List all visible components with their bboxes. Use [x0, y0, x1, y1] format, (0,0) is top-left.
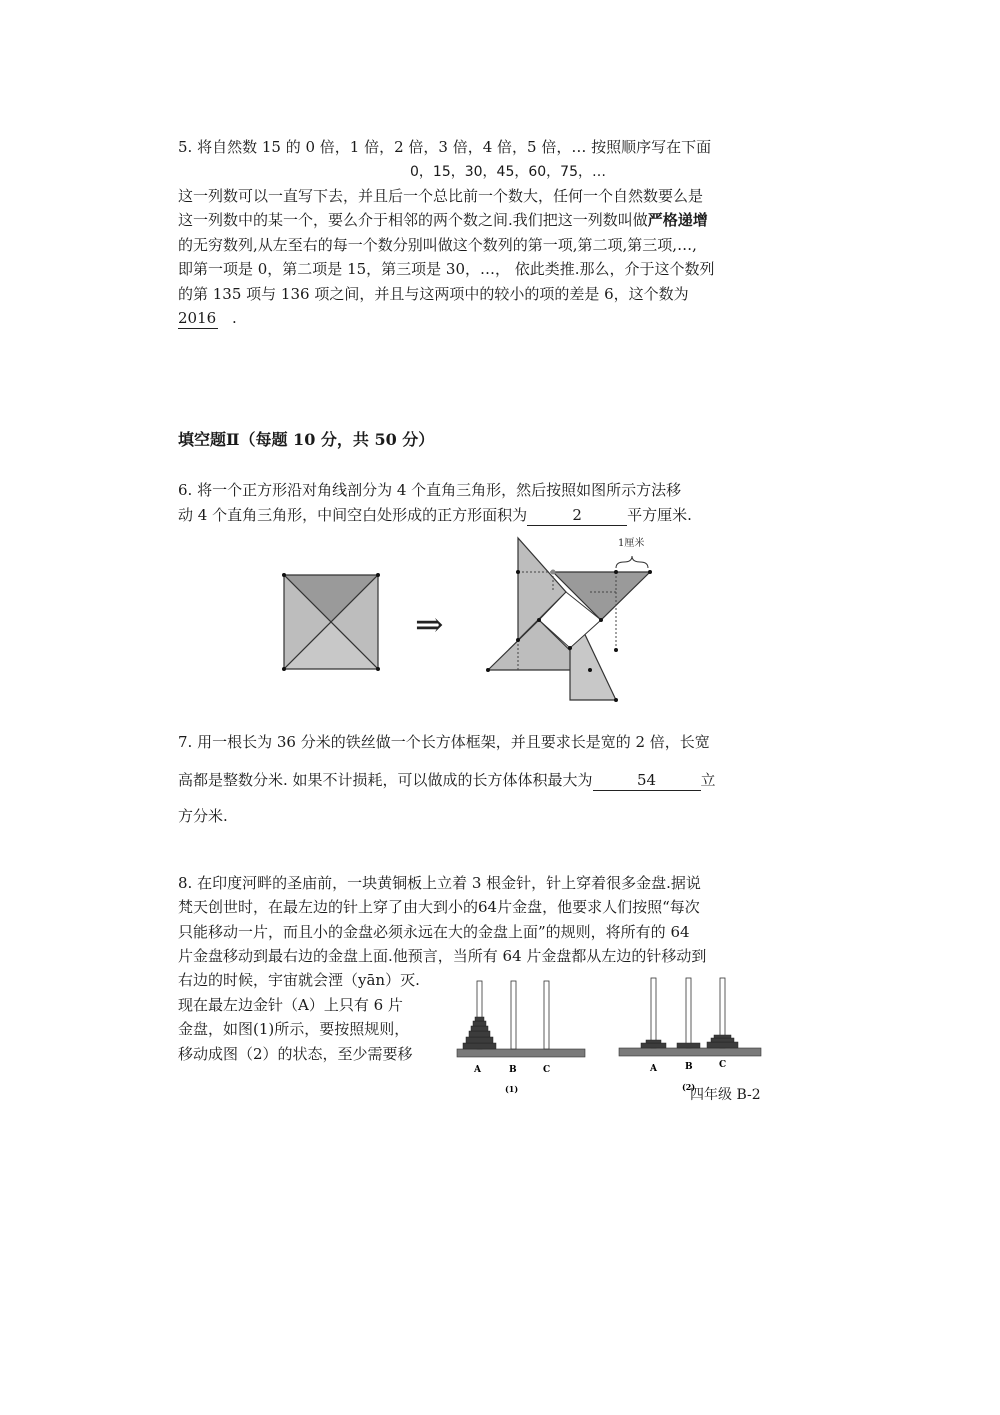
- q8-line-3: 只能移动一片，而且小的金盘必须永远在大的金盘上面”的规则，将所有的 64: [178, 923, 690, 941]
- fig1-peg-a-label: A: [474, 1065, 481, 1075]
- q5-tail: .: [232, 309, 237, 327]
- q7-line-1: 7. 用一根长为 36 分米的铁丝做一个长方体框架，并且要求长是宽的 2 倍，长宽: [178, 733, 710, 751]
- q5-answer: 2016: [178, 309, 217, 327]
- section-title: 填空题Ⅱ（每题 10 分，共 50 分）: [178, 430, 435, 449]
- footer-page-label: 四年级 B-2: [690, 1087, 761, 1103]
- q5-line-4: [178, 210, 708, 230]
- q5-line-1: 5. 将自然数 15 的 0 倍，1 倍，2 倍，3 倍，4 倍，5 倍，… 按照顺序写在下面: [178, 138, 712, 156]
- q6-answer: 2: [527, 505, 627, 526]
- fig1-peg-b-label: B: [509, 1065, 517, 1075]
- q6-line-1: 6. 将一个正方形沿对角线剖分为 4 个直角三角形，然后按照如图所示方法移: [178, 481, 682, 499]
- q5-line-5: 的无穷数列,从左至右的每一个数分别叫做这个数列的第一项,第二项,第三项,…,: [178, 236, 697, 254]
- q7-unit-a: 立: [700, 771, 716, 789]
- q8-line-7: 金盘，如图(1)所示，要按照规则，: [178, 1020, 410, 1038]
- fig1-peg-c-label: C: [543, 1065, 551, 1075]
- q5-line-4-text: 这一列数中的某一个，要么介于相邻的两个数之间.我们把这一列数叫做: [178, 211, 648, 229]
- fig1-caption: (1): [505, 1084, 519, 1094]
- q7-line-3: 方分米.: [178, 807, 228, 825]
- q8-line-8: 移动成图（2）的状态，至少需要移: [178, 1045, 413, 1063]
- q7-answer: 54: [593, 770, 701, 791]
- hanoi-figure-1: [455, 975, 590, 1100]
- q7-line-2-text: 高都是整数分米. 如果不计损耗，可以做成的长方体体积最大为: [178, 771, 593, 789]
- q8-line-4: 片金盘移动到最右边的金盘上面.他预言，当所有 64 片金盘都从左边的针移动到: [178, 947, 707, 965]
- fig2-peg-a-label: A: [650, 1064, 657, 1074]
- fig2-peg-b-label: B: [685, 1062, 693, 1072]
- q6-unit: 平方厘米.: [627, 506, 692, 524]
- hanoi-discs-peg-a: [463, 1017, 496, 1049]
- arrow-icon: ⇒: [415, 605, 444, 645]
- q5-emphasis: 严格递增: [647, 211, 708, 229]
- q7-line-2: [178, 770, 716, 791]
- q8-line-5: 右边的时候，宇宙就会湮（yān）灭.: [178, 971, 420, 989]
- fig2-peg-c-label: C: [719, 1060, 727, 1070]
- q6-rearranged-figure: [486, 536, 652, 702]
- q5-line-6: 即第一项是 0，第二项是 15，第三项是 30，…， 依此类推.那么，介于这个数列: [178, 260, 715, 278]
- q6-line-2: [178, 505, 692, 526]
- q6-original-square: [282, 573, 380, 671]
- q6-figure: [270, 530, 670, 710]
- hanoi-figure-2: [615, 970, 765, 1100]
- q8-line-1: 8. 在印度河畔的圣庙前，一块黄铜板上立着 3 根金针，针上穿着很多金盘.据说: [178, 874, 701, 892]
- q8-line-6: 现在最左边金针（A）上只有 6 片: [178, 996, 403, 1014]
- brace-icon: [616, 556, 648, 568]
- q5-answer-line: [178, 308, 237, 329]
- q6-line-2-text: 动 4 个直角三角形，中间空白处形成的正方形面积为: [178, 506, 528, 524]
- fig2-caption: (2): [682, 1082, 696, 1092]
- q8-line-2: 梵天创世时，在最左边的针上穿了由大到小的64片金盘，他要求人们按照“每次: [178, 898, 700, 916]
- q6-figure-label: 1厘米: [618, 538, 645, 549]
- q5-line-7: 的第 135 项与 136 项之间，并且与这两项中的较小的项的差是 6，这个数为: [178, 285, 689, 303]
- q5-line-3: 这一列数可以一直写下去，并且后一个总比前一个数大，任何一个自然数要么是: [178, 187, 704, 205]
- q5-sequence: 0，15，30，45，60，75，…: [410, 164, 606, 180]
